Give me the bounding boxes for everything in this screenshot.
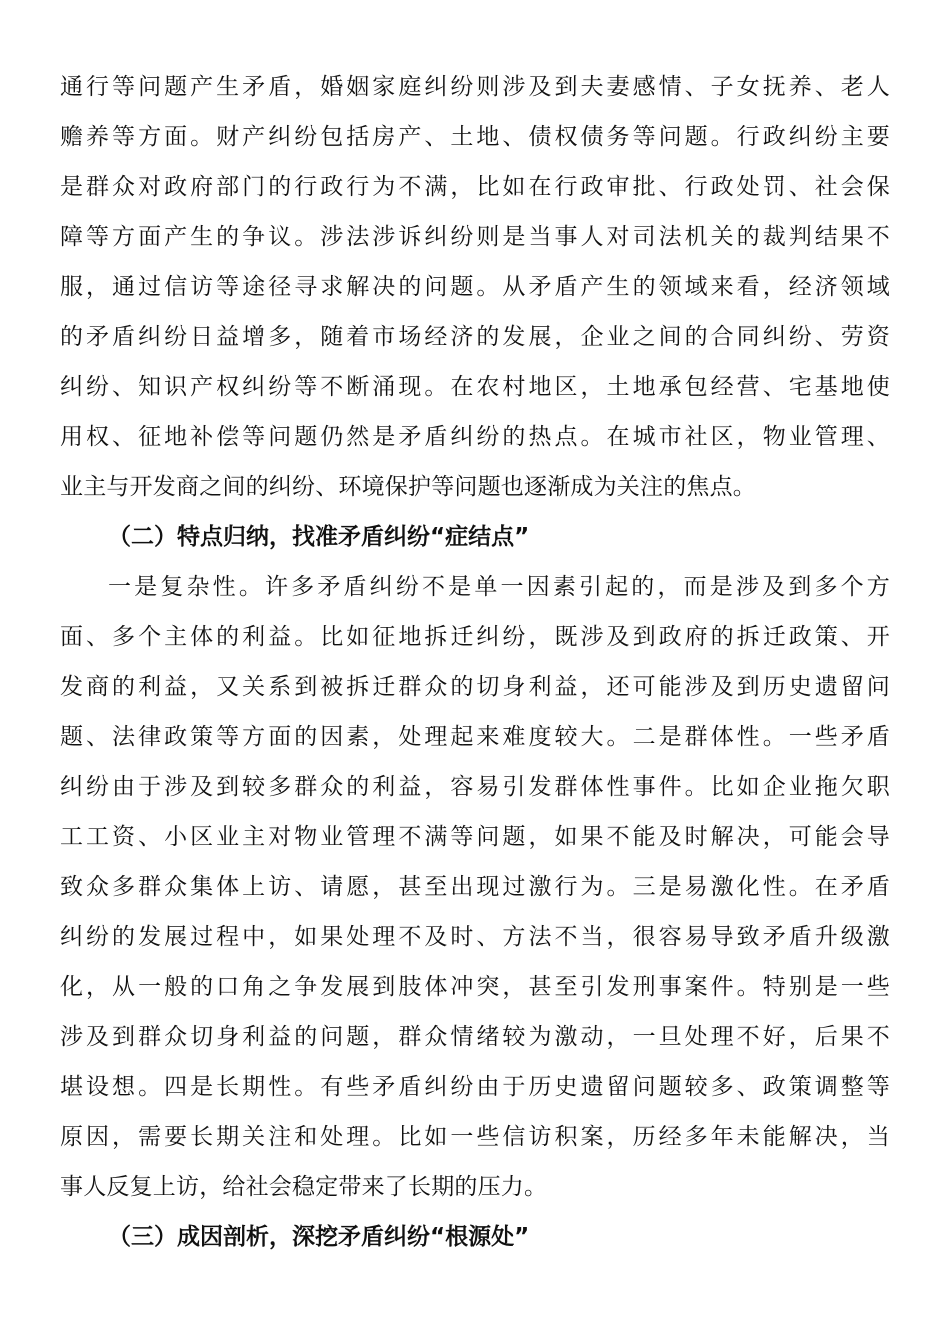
paragraph-line: 纠纷的发展过程中，如果处理不及时、方法不当，很容易导致矛盾升级激 [60,924,890,950]
paragraph-line: 是群众对政府部门的行政行为不满，比如在行政审批、行政处罚、社会保 [60,174,890,200]
paragraph-line: 纠纷、知识产权纠纷等不断涌现。在农村地区，土地承包经营、宅基地使 [60,374,890,400]
paragraph-line: 堪设想。四是长期性。有些矛盾纠纷由于历史遗留问题较多、政策调整等 [60,1074,890,1100]
paragraph-line: 题、法律政策等方面的因素，处理起来难度较大。二是群体性。一些矛盾 [60,724,890,750]
section-heading: （二）特点归纳，找准矛盾纠纷“症结点” [108,524,530,550]
paragraph-line: 工工资、小区业主对物业管理不满等问题，如果不能及时解决，可能会导 [60,824,890,850]
paragraph-line: 纠纷由于涉及到较多群众的利益，容易引发群体性事件。比如企业拖欠职 [60,774,890,800]
paragraph-line: 障等方面产生的争议。涉法涉诉纠纷则是当事人对司法机关的裁判结果不 [60,224,890,250]
paragraph-line: 的矛盾纠纷日益增多，随着市场经济的发展，企业之间的合同纠纷、劳资 [60,324,890,350]
paragraph-line: 赡养等方面。财产纠纷包括房产、土地、债权债务等问题。行政纠纷主要 [60,124,890,150]
paragraph-line: 化，从一般的口角之争发展到肢体冲突，甚至引发刑事案件。特别是一些 [60,974,890,1000]
paragraph-line: 面、多个主体的利益。比如征地拆迁纠纷，既涉及到政府的拆迁政策、开 [60,624,890,650]
section-heading: （三）成因剖析，深挖矛盾纠纷“根源处” [108,1224,530,1250]
paragraph-line: 用权、征地补偿等问题仍然是矛盾纠纷的热点。在城市社区，物业管理、 [60,424,890,450]
paragraph-line: 通行等问题产生矛盾，婚姻家庭纠纷则涉及到夫妻感情、子女抚养、老人 [60,74,890,100]
paragraph-line: 涉及到群众切身利益的问题，群众情绪较为激动，一旦处理不好，后果不 [60,1024,890,1050]
paragraph-line: 发商的利益，又关系到被拆迁群众的切身利益，还可能涉及到历史遗留问 [60,674,890,700]
paragraph-line: 事人反复上访，给社会稳定带来了长期的压力。 [60,1174,548,1200]
paragraph-line: 服，通过信访等途径寻求解决的问题。从矛盾产生的领域来看，经济领域 [60,274,890,300]
paragraph-line: 一是复杂性。许多矛盾纠纷不是单一因素引起的，而是涉及到多个方 [108,574,890,600]
paragraph-line: 业主与开发商之间的纠纷、环境保护等问题也逐渐成为关注的焦点。 [60,474,756,500]
paragraph-line: 致众多群众集体上访、请愿，甚至出现过激行为。三是易激化性。在矛盾 [60,874,890,900]
paragraph-line: 原因，需要长期关注和处理。比如一些信访积案，历经多年未能解决，当 [60,1124,890,1150]
